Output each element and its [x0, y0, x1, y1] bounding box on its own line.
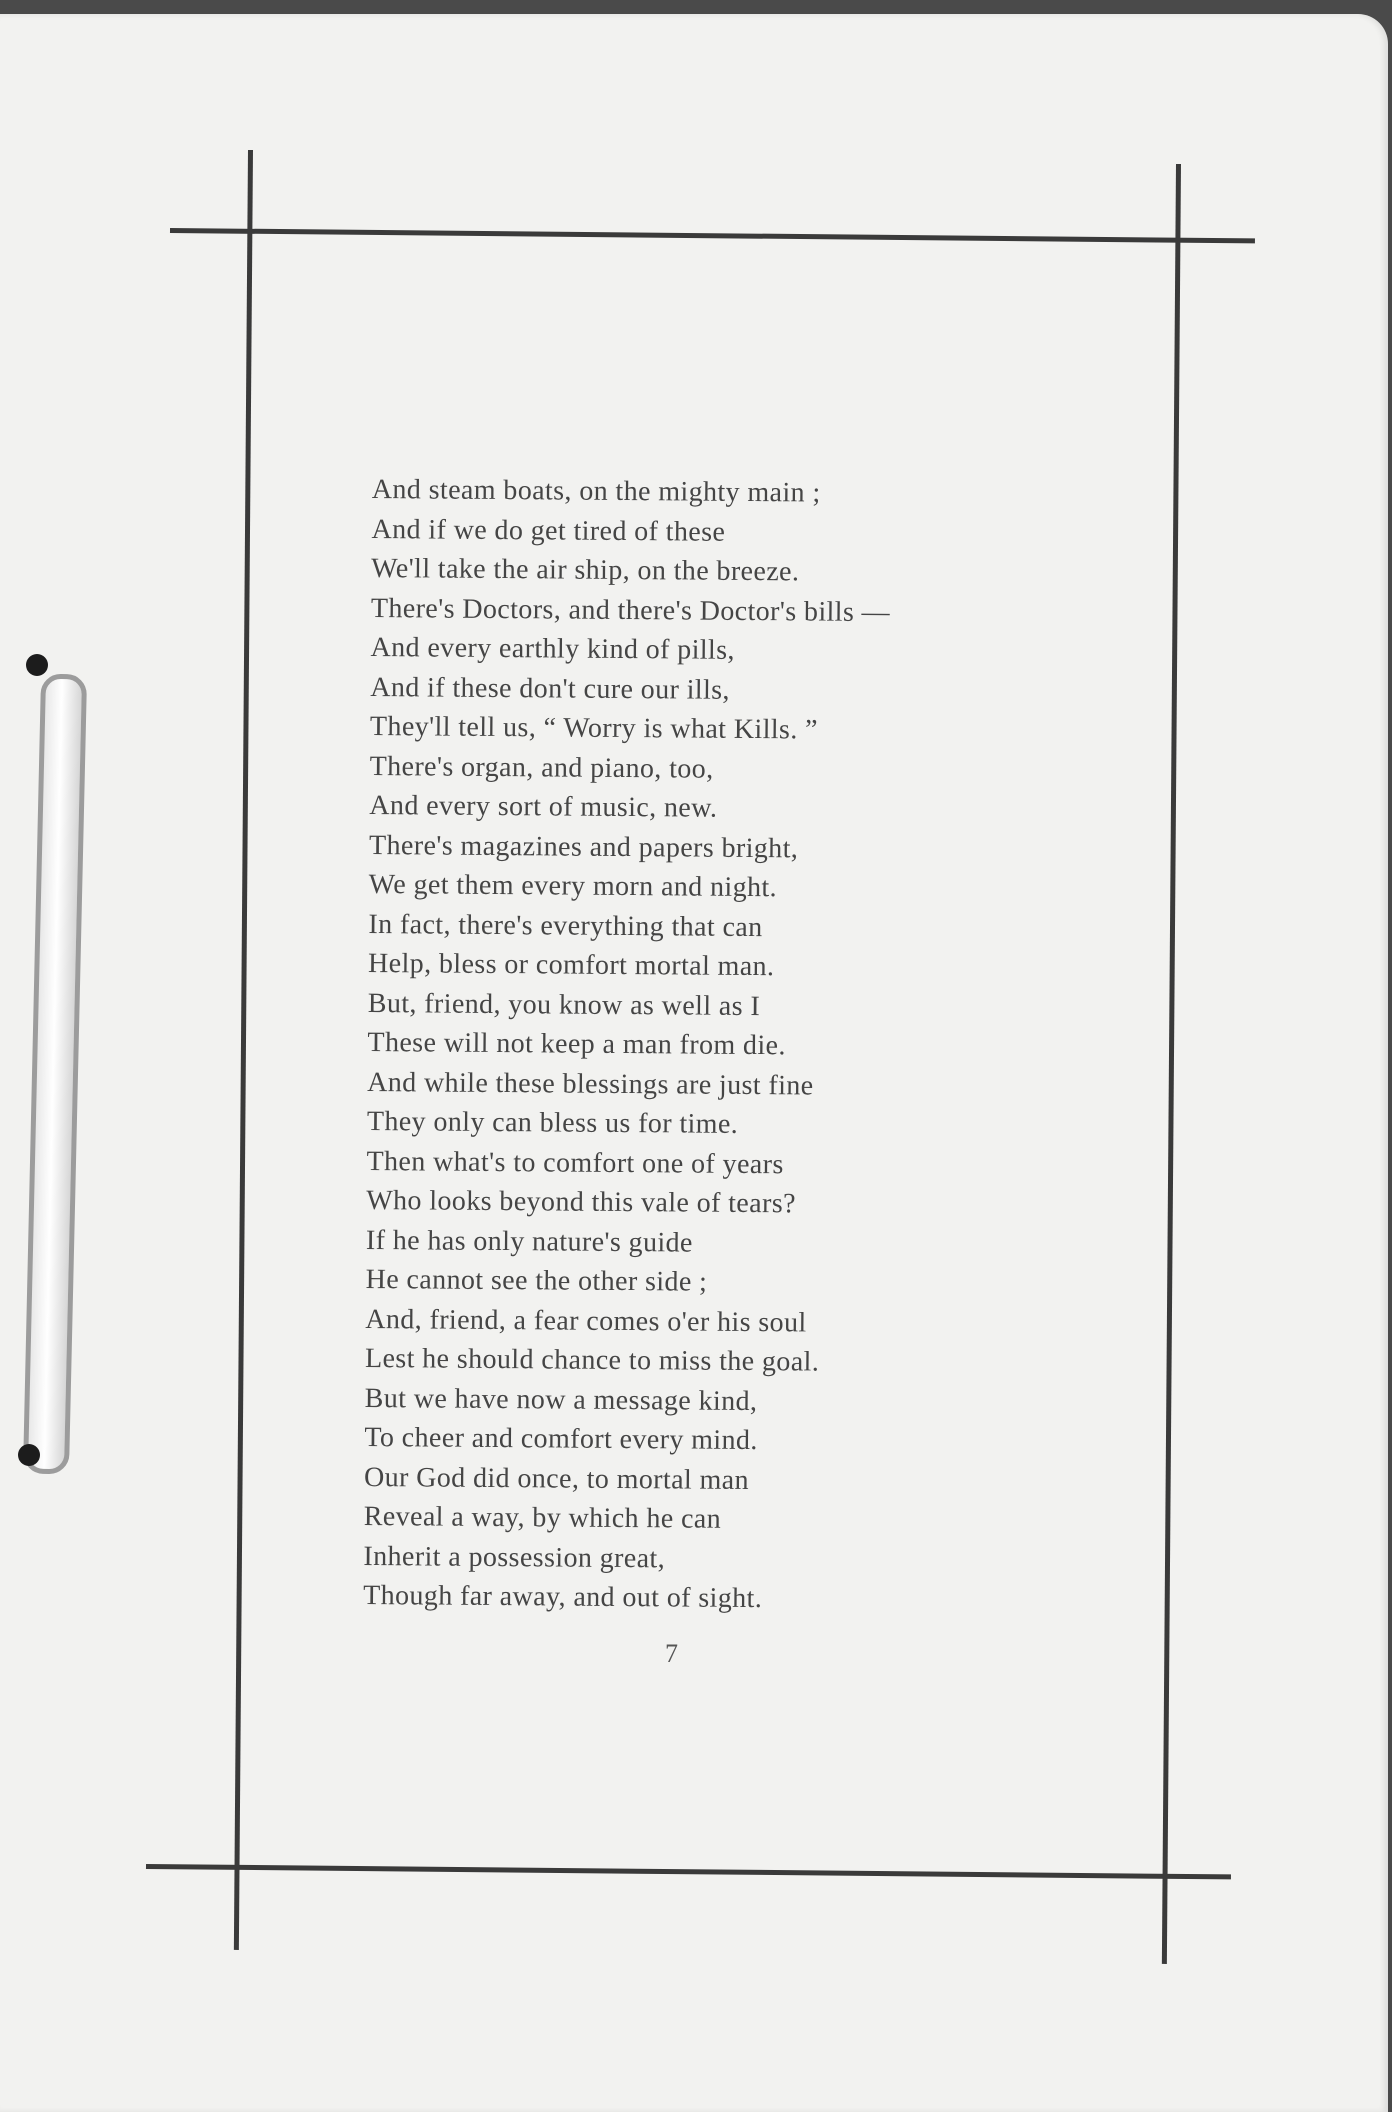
poem-line: We'll take the air ship, on the breeze.	[371, 552, 800, 588]
binding-hole-bottom	[18, 1444, 40, 1466]
poem-line: To cheer and comfort every mind.	[364, 1421, 758, 1457]
poem-line: And, friend, a fear comes o'er his soul	[365, 1303, 807, 1338]
poem-line: In fact, there's everything that can	[368, 908, 763, 943]
poem-line: They only can bless us for time.	[366, 1105, 739, 1140]
poem-line: Then what's to comfort one of years	[366, 1145, 784, 1180]
border-rule-left	[234, 150, 253, 1950]
poem-line: And if these don't cure our ills,	[370, 671, 731, 706]
poem-line: We get them every morn and night.	[368, 868, 778, 904]
poem-line: Inherit a possession great,	[363, 1540, 666, 1574]
border-rule-top	[170, 228, 1255, 243]
poem-line: Our God did once, to mortal man	[363, 1461, 750, 1496]
poem-line: If he has only nature's guide	[365, 1224, 693, 1259]
poem-line: There's organ, and piano, too,	[369, 750, 714, 785]
book-page	[0, 14, 1388, 2112]
poem-line: But, friend, you know as well as I	[367, 987, 761, 1022]
poem-line: He cannot see the other side ;	[365, 1263, 708, 1298]
binding-thread	[18, 654, 80, 1454]
poem-line: Help, bless or comfort mortal man.	[368, 947, 775, 983]
poem-line: These will not keep a man from die.	[367, 1026, 786, 1062]
poem-line: Who looks beyond this vale of tears?	[366, 1184, 797, 1220]
poem-line: There's magazines and papers bright,	[368, 829, 799, 864]
poem-line: And every earthly kind of pills,	[370, 631, 735, 666]
binding-hole-top	[26, 654, 48, 676]
poem-line: Though far away, and out of sight.	[363, 1579, 763, 1615]
border-rule-right	[1162, 164, 1181, 1964]
border-rule-bottom	[146, 1864, 1231, 1879]
poem-line: And if we do get tired of these	[371, 513, 726, 548]
binding-loop	[23, 674, 87, 1475]
poem-line: They'll tell us, “ Worry is what Kills. ”	[369, 710, 819, 746]
page-number: 7	[665, 1639, 678, 1668]
poem-line: There's Doctors, and there's Doctor's bills —	[370, 592, 891, 628]
poem-line: Reveal a way, by which he can	[363, 1500, 722, 1535]
poem-line: And steam boats, on the mighty main ;	[371, 473, 821, 509]
poem-line: Lest he should chance to miss the goal.	[364, 1342, 820, 1378]
poem-line: And while these blessings are just fine	[367, 1066, 814, 1101]
poem-line: And every sort of music, new.	[369, 789, 718, 824]
poem-line: But we have now a message kind,	[364, 1382, 758, 1417]
poem-text	[363, 470, 1072, 1621]
